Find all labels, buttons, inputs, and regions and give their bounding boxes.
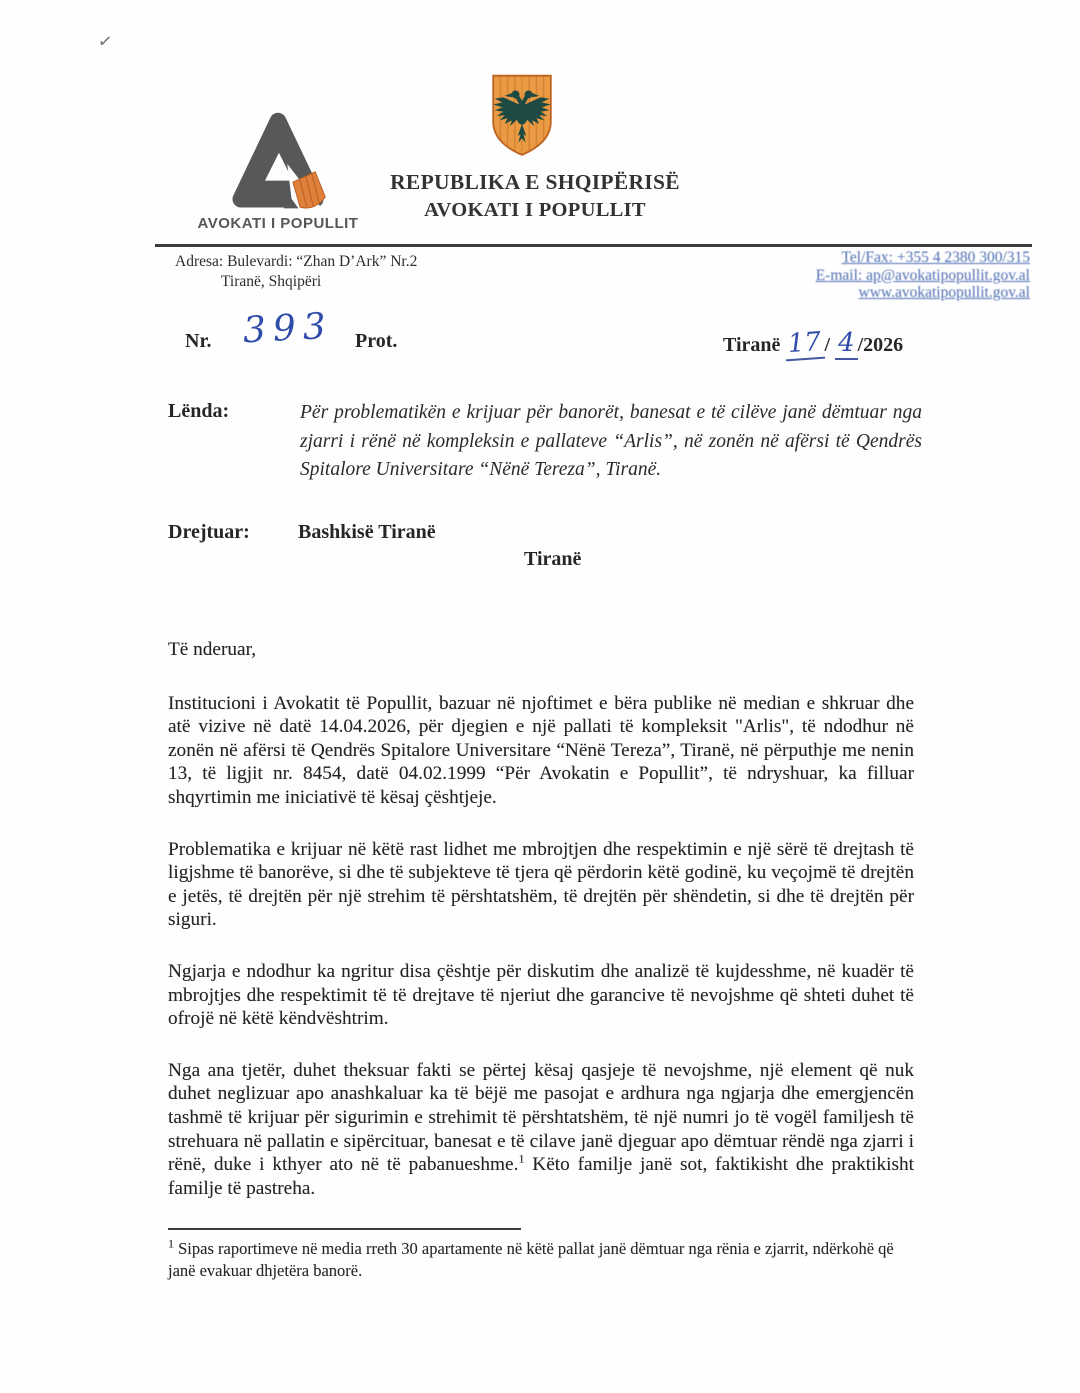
addressee-label: Drejtuar: xyxy=(168,521,250,543)
letter-body xyxy=(168,638,914,1200)
email-line: E-mail: ap@avokatipopullit.gov.al xyxy=(815,266,1030,284)
protocol-nr-label: Nr. xyxy=(185,330,212,352)
footnote xyxy=(168,1238,916,1282)
contact-block xyxy=(700,249,1030,302)
handwritten-check-icon: ✓ xyxy=(96,31,114,52)
date-separator: / xyxy=(824,334,831,356)
address-block xyxy=(175,252,417,292)
footnote-text: Sipas raportimeve në media rreth 30 apartamente në këtë pallat janë dëmtuar nga rënia e zjarrit, ndërkohë që janë evakuar dhjetëra banorë. xyxy=(168,1239,894,1280)
salutation: Të nderuar, xyxy=(168,639,257,660)
subject-text: Për problematikën e krijuar për banorët, banesat e të cilëve janë dëmtuar nga zjarri i rënë në kompleksin e pallateve “Arlis”, në zonën në afërsi të Qendrës Spitalore Universitare “Nënë Tereza”, Tiranë. xyxy=(300,402,922,480)
body-paragraph: Ngjarja e ndodhur ka ngritur disa çështje për diskutim dhe analizë të kujdesshme, në kuadër të mbrojtjes dhe respektimit të të drejtave të njeriut dhe garancive të nevojshme që shteti duhet të ofrojë në këtë këndvështrim. xyxy=(168,960,914,1030)
date-city-label: Tiranë xyxy=(723,334,786,356)
body-paragraph xyxy=(168,1059,914,1201)
footnote-reference-mark: 1 xyxy=(518,1151,525,1166)
address-line-1: Adresa: Bulevardi: “Zhan D’Ark” Nr.2 xyxy=(175,253,418,270)
addressee-name: Bashkisë Tiranë xyxy=(298,521,436,543)
paragraph4-part-a: Nga ana tjetër, duhet theksuar fakti se përtej kësaj qasjeje të nevojshme, një element që nuk duhet neglizuar apo anashkaluar ka të bëjë me pasojat e ardhura nga ngjarja dhe emergjencën tashmë të krijuar për sigurimin e strehimit të përshtatshëm, të një numri jo të vogël familjesh të strehuara në pallatin e sipërcituar, banesat e të cilave janë djeguar apo dëmtuar rëndë nga zjarri i rënë, duke i kthyer ato në të pabanueshme. xyxy=(168,1059,914,1176)
institution-title: AVOKATI I POPULLIT xyxy=(424,199,646,221)
footnote-number: 1 xyxy=(168,1236,174,1251)
date-year: /2026 xyxy=(857,334,904,356)
republic-title: REPUBLIKA E SHQIPËRISË xyxy=(390,170,680,194)
date-day-handwritten: 17 xyxy=(784,327,825,362)
protocol-number-handwritten: 393 xyxy=(241,305,334,352)
letterhead-titles xyxy=(290,170,780,222)
logo-wordmark: AVOKATI I POPULLIT xyxy=(197,215,359,232)
prot-label: Prot. xyxy=(355,330,398,352)
body-paragraph: Institucioni i Avokatit të Popullit, bazuar në njoftimet e bëra publike në median e shkruar dhe atë vizive në datë 14.04.2026, për djegien e një pallati të kompleksit "Arlis", të ndodhur në zonën në afërsi të Qendrës Spitalore Universitare “Nënë Tereza”, Tiranë, në përputhje me nenin 13, të ligjit nr. 8454, datë 04.02.1999 “Për Avokatin e Popullit”, të ndryshuar, ka filluar shqyrtimin me iniciativë të kësaj çështjeje. xyxy=(168,692,914,808)
telfax-line: Tel/Fax: +355 4 2380 300/315 xyxy=(841,249,1030,266)
website-line: www.avokatipopullit.gov.al xyxy=(858,284,1030,301)
paragraph4-part-b: Këto familje janë sot, faktikisht dhe praktikisht familje të pastreha. xyxy=(168,1154,915,1199)
header-divider xyxy=(155,244,1032,247)
date-block xyxy=(723,328,903,360)
address-line-2: Tiranë, Shqipëri xyxy=(221,273,322,290)
subject-label: Lënda: xyxy=(168,400,230,422)
albania-coat-of-arms-icon xyxy=(486,62,558,170)
addressee-city: Tiranë xyxy=(524,548,582,570)
body-paragraph: Problematika e krijuar në këtë rast lidhet me mbrojtjen dhe respektimin e një sërë të drejtash të ligjshme të banorëve, si dhe të subjekteve të tjera që përdorin këtë godinë, ku veçojmë të drejtën e jetës, të drejtën për një strehim të përshtatshëm, të drejtën për shëndetin, si dhe të drejtën për siguri. xyxy=(168,838,914,931)
footnote-divider xyxy=(168,1228,521,1230)
date-month-handwritten: 4 xyxy=(835,328,858,360)
